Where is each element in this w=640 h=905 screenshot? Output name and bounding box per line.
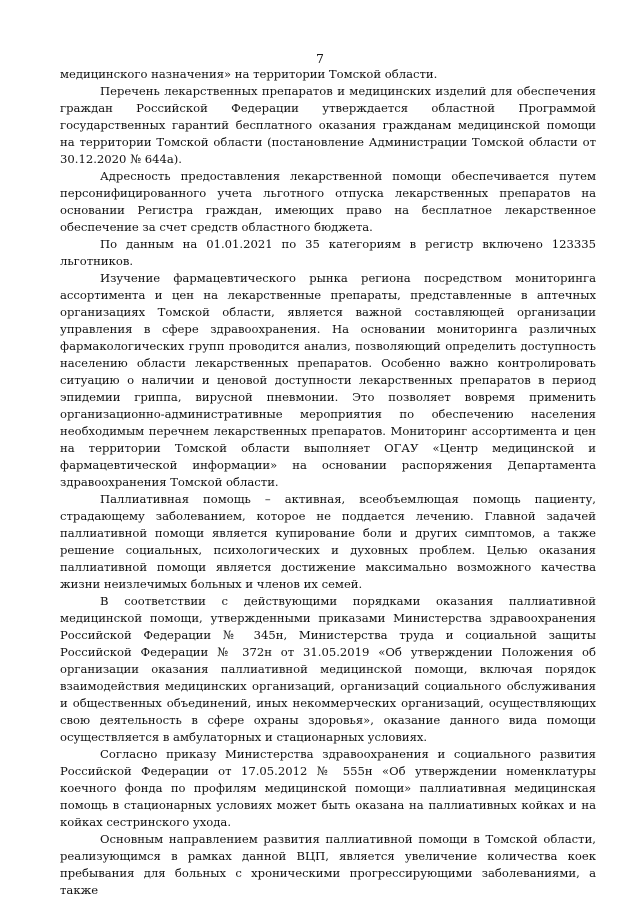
paragraph-targeting: Адресность предоставления лекарственной помощи обеспечивается путем персонифицированного учета льготного отпуска лекарственных препаратов на основании Регистра граждан, имеющих право на бесплатное лекарственное обеспечение за счет средств областного бюджета. [60, 169, 596, 234]
paragraph-palliative-definition: Паллиативная помощь – активная, всеобъемлющая помощь пациенту, страдающему заболеванием, которое не поддается лечению. Главной задачей паллиативной помощи является купирование боли и других симптомов, а также решение социальных, психологических и духовных проблем. Целью оказания паллиативной помощи является достижение максимально возможного качества жизни неизлечимых больных и членов их семей. [60, 492, 596, 591]
document-body [60, 66, 596, 899]
paragraph-palliative-orders: В соответствии с действующими порядками оказания паллиативной медицинской помощи, утвержденными приказами Министерства здравоохранения Российской Федерации № 345н, Министерства труда и социальной защиты Российской Федерации № 372н от 31.05.2019 «Об утверждении Положения об организации оказания паллиативной медицинской помощи, включая порядок взаимодействия медицинских организаций, организаций социального обслуживания и общественных объединений, иных некоммерческих организаций, осуществляющих свою деятельность в сфере охраны здоровья», оказание данного вида помощи осуществляется в амбулаторных и стационарных условиях. [60, 594, 596, 744]
paragraph-main-direction: Основным направлением развития паллиативной помощи в Томской области, реализующимся в рамках данной ВЦП, является увеличение количества коек пребывания для больных с хроническими прогрессирующими заболеваниями, а также [60, 832, 596, 897]
paragraph-continuation: медицинского назначения» на территории Томской области. [60, 67, 438, 81]
paragraph-bed-fund: Согласно приказу Министерства здравоохранения и социального развития Российской Федерации от 17.05.2012 № 555н «Об утверждении номенклатуры коечного фонда по профилям медицинской помощи» паллиативная медицинская помощь в стационарных условиях может быть оказана на паллиативных койках и на койках сестринского ухода. [60, 747, 596, 829]
page-number: 7 [316, 51, 324, 66]
paragraph-drug-list: Перечень лекарственных препаратов и медицинских изделий для обеспечения граждан Российской Федерации утверждается областной Программой государственных гарантий бесплатного оказания гражданам медицинской помощи на территории Томской области (постановление Администрации Томской области от 30.12.2020 № 644а). [60, 84, 596, 166]
paragraph-market-monitoring: Изучение фармацевтического рынка региона посредством мониторинга ассортимента и цен на лекарственные препараты, представленные в аптечных организациях Томской области, является важной составляющей организации управления в сфере здравоохранения. На основании мониторинга различных фармакологических групп проводится анализ, позволяющий определить доступность населению области лекарственных препаратов. Особенно важно контролировать ситуацию о наличии и ценовой доступности лекарственных препаратов в период эпидемии гриппа, вирусной пневмонии. Это позволяет вовремя применить организационно-административные мероприятия по обеспечению населения необходимым перечнем лекарственных препаратов. Мониторинг ассортимента и цен на территории Томской области выполняет ОГАУ «Центр медицинской и фармацевтической информации» на основании распоряжения Департамента здравоохранения Томской области. [60, 271, 596, 489]
paragraph-register-count: По данным на 01.01.2021 по 35 категориям в регистр включено 123335 льготников. [60, 237, 596, 268]
